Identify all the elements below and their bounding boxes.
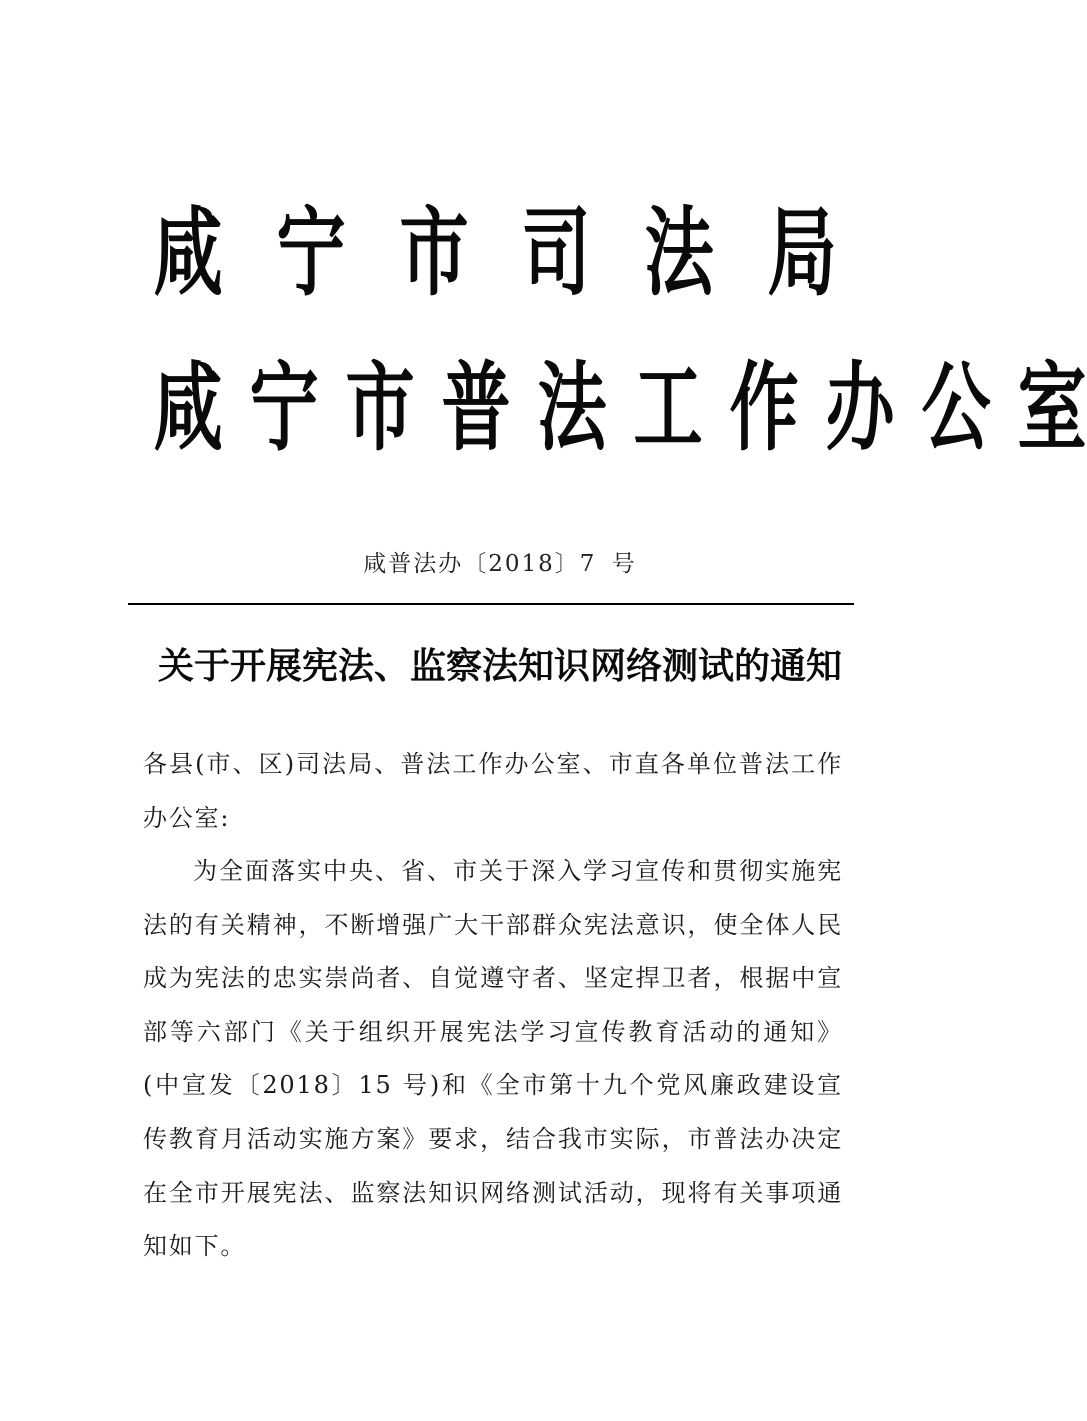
issuer-char: 咸 (153, 352, 223, 464)
issuer-char: 室 (1017, 352, 1087, 464)
issuer-name-legal-education-office (140, 352, 1087, 470)
issuer-char: 办 (825, 352, 895, 464)
issuer-char: 局 (767, 197, 837, 309)
issuer-char: 法 (644, 197, 714, 309)
issuer-char: 工 (633, 352, 703, 464)
document-title: 关于开展宪法、监察法知识网络测试的通知 (157, 645, 842, 687)
document-number: 咸普法办〔2018〕7 号 (363, 551, 637, 577)
issuer-char: 作 (729, 352, 799, 464)
issuer-char: 法 (537, 352, 607, 464)
issuer-char: 司 (521, 197, 591, 309)
issuer-char: 咸 (153, 197, 223, 309)
issuer-char: 宁 (249, 352, 319, 464)
issuer-char: 市 (345, 352, 415, 464)
issuer-char: 普 (441, 352, 511, 464)
issuer-char: 公 (921, 352, 991, 464)
salutation: 各县(市、区)司法局、普法工作办公室、市直各单位普法工作办公室: (143, 750, 843, 832)
body-paragraph: 为全面落实中央、省、市关于深入学习宣传和贯彻实施宪法的有关精神，不断增强广大干部群众宪法意识，使全体人民成为宪法的忠实崇尚者、自觉遵守者、坚定捍卫者，根据中宣部等六部门《关于组织开展宪法学习宣传教育活动的通知》(中宣发〔2018〕15 号)和《全市第十九个党风廉政建设宣传教育月活动实施方案》要求，结合我市实际，市普法办决定在全市开展宪法、监察法知识网络测试活动，现将有关事项通知如下。 (143, 857, 843, 1261)
issuer-name-justice-bureau (140, 197, 850, 315)
issuer-char: 宁 (276, 197, 346, 309)
issuer-char: 市 (399, 197, 469, 309)
header-divider (128, 603, 854, 605)
